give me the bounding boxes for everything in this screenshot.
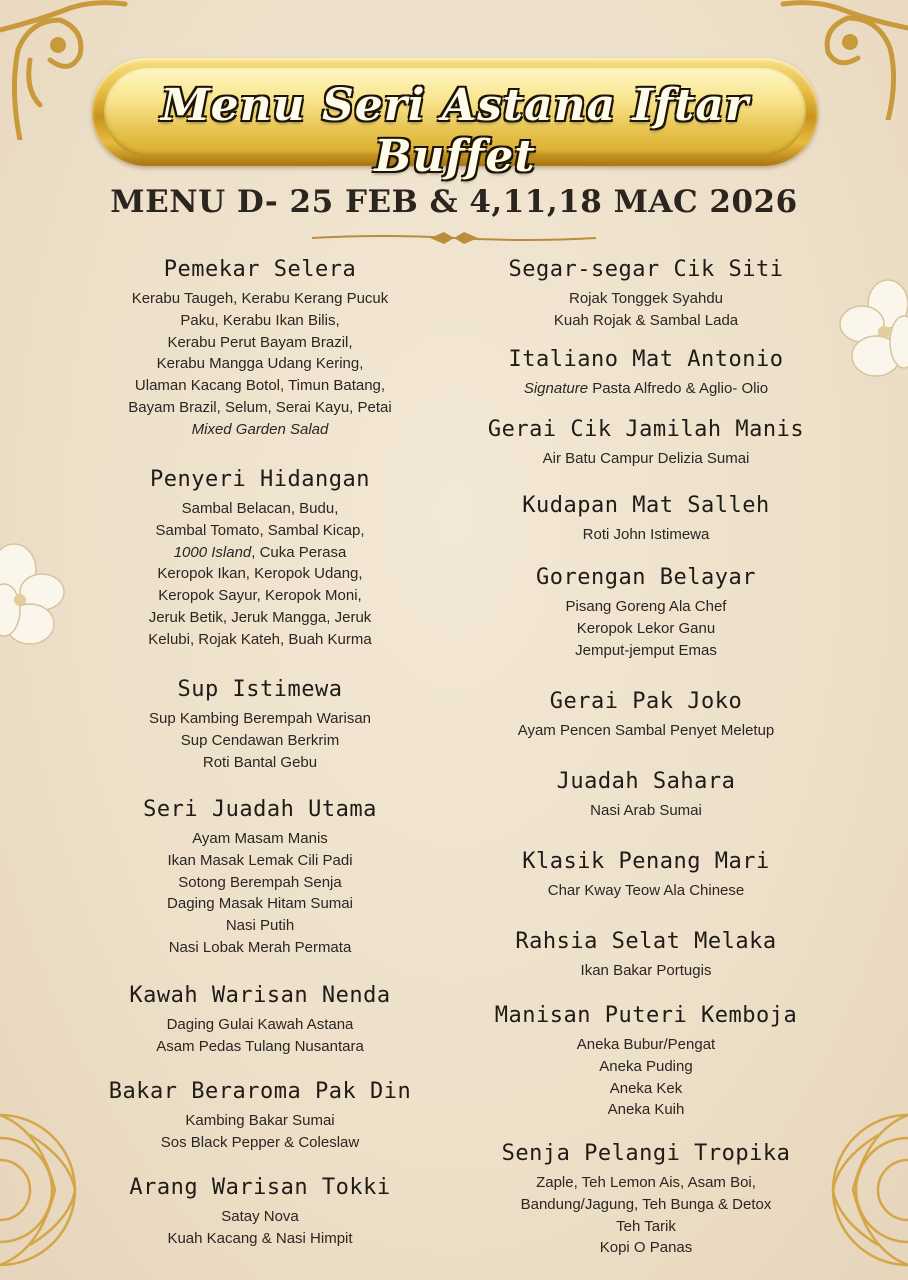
- title-banner: [92, 58, 818, 182]
- menu-item-line: Jeruk Betik, Jeruk Mangga, Jeruk: [148, 608, 372, 626]
- menu-section-rahsia-selat-melaka: [456, 928, 836, 982]
- section-title: Arang Warisan Tokki: [129, 1175, 391, 1200]
- menu-item-line: Jemput-jemput Emas: [575, 641, 717, 659]
- section-title: Gerai Pak Joko: [549, 689, 743, 714]
- menu-item-line: Rojak Tonggek Syahdu: [569, 290, 723, 307]
- menu-item-line: Aneka Bubur/Pengat: [576, 1036, 716, 1053]
- menu-item-line: Aneka Kek: [609, 1079, 683, 1097]
- menu-item-line: Kopi O Panas: [599, 1239, 693, 1257]
- section-title: Pemekar Selera: [163, 257, 357, 282]
- menu-item-line: Kerabu Taugeh, Kerabu Kerang Pucuk: [131, 290, 389, 307]
- menu-item-line: Kerabu Perut Bayam Brazil,: [167, 333, 353, 351]
- menu-item-line: Teh Tarik: [616, 1217, 676, 1235]
- menu-section-gorengan-belayar: [456, 564, 836, 661]
- menu-section-sup-istimewa: [60, 676, 460, 773]
- flower-right-icon: [838, 278, 908, 378]
- menu-section-manisan-puteri-kemboja: [456, 1002, 836, 1121]
- section-title: Klasik Penang Mari: [522, 849, 770, 874]
- menu-item-line: Roti John Istimewa: [582, 526, 710, 543]
- menu-item-line: Ikan Masak Lemak Cili Padi: [167, 851, 353, 869]
- menu-item-line: Kerabu Mangga Udang Kering,: [156, 355, 364, 373]
- flower-left-icon: [0, 540, 66, 650]
- menu-item-line: Zaple, Teh Lemon Ais, Asam Boi,: [536, 1174, 756, 1191]
- menu-item-line: Ayam Pencen Sambal Penyet Meletup: [517, 722, 775, 739]
- menu-item-line: Aneka Puding: [599, 1057, 693, 1075]
- section-title: Kawah Warisan Nenda: [129, 983, 391, 1008]
- menu-section-kawah-warisan-nenda: [60, 982, 460, 1058]
- gold-divider-icon: [312, 230, 596, 246]
- menu-item-line: Keropok Lekor Ganu: [576, 619, 716, 637]
- section-title: Italiano Mat Antonio: [508, 347, 784, 372]
- section-title: Gorengan Belayar: [536, 565, 756, 590]
- menu-item-line: Bayam Brazil, Selum, Serai Kayu, Petai: [128, 398, 392, 416]
- menu-item-line: Pisang Goreng Ala Chef: [565, 598, 727, 615]
- menu-item-line: Sup Cendawan Berkrim: [180, 731, 340, 749]
- menu-item-line: Paku, Kerabu Ikan Bilis,: [180, 311, 340, 329]
- menu-item-line: Daging Masak Hitam Sumai: [167, 895, 353, 913]
- menu-item-line: Char Kway Teow Ala Chinese: [547, 882, 745, 899]
- menu-section-pemekar-selera: [60, 256, 460, 441]
- section-title: Gerai Cik Jamilah Manis: [487, 417, 805, 442]
- menu-item-line: Nasi Putih: [225, 917, 295, 935]
- page-title: Menu Seri Astana Iftar Buffet: [160, 80, 750, 182]
- menu-item-line: Mixed Garden Salad: [191, 420, 329, 438]
- section-title: Seri Juadah Utama: [143, 797, 377, 822]
- menu-section-senja-pelangi-tropika: [456, 1140, 836, 1259]
- menu-item-line: Sos Black Pepper & Coleslaw: [160, 1133, 360, 1151]
- section-title: Kudapan Mat Salleh: [522, 493, 770, 518]
- menu-item-line: Daging Gulai Kawah Astana: [166, 1016, 354, 1033]
- menu-section-segar-segar-cik-siti: [456, 256, 836, 332]
- menu-item-line: Roti Bantal Gebu: [202, 753, 318, 771]
- menu-item-line: Bandung/Jagung, Teh Bunga & Detox: [520, 1195, 772, 1213]
- menu-item-line: Keropok Ikan, Keropok Udang,: [157, 565, 363, 583]
- menu-section-bakar-beraroma-pak-din: [60, 1078, 460, 1154]
- menu-item-line: Air Batu Campur Delizia Sumai: [542, 450, 750, 467]
- menu-section-juadah-sahara: [456, 768, 836, 822]
- menu-item-line: Signature Pasta Alfredo & Aglio- Olio: [523, 380, 769, 397]
- section-title: Rahsia Selat Melaka: [515, 929, 777, 954]
- menu-section-gerai-pak-joko: [456, 688, 836, 742]
- menu-section-arang-warisan-tokki: [60, 1174, 460, 1250]
- section-title: Penyeri Hidangan: [150, 467, 370, 492]
- menu-item-line: Nasi Arab Sumai: [590, 802, 702, 819]
- menu-item-line: Satay Nova: [221, 1208, 299, 1225]
- section-title: Juadah Sahara: [556, 769, 736, 794]
- menu-section-klasik-penang-mari: [456, 848, 836, 902]
- section-title: Sup Istimewa: [177, 677, 343, 702]
- menu-item-line: Asam Pedas Tulang Nusantara: [156, 1037, 364, 1055]
- menu-item-line: 1000 Island, Cuka Perasa: [173, 543, 347, 561]
- menu-item-line: Kuah Kacang & Nasi Himpit: [167, 1229, 353, 1247]
- menu-item-line: Kambing Bakar Sumai: [185, 1112, 335, 1129]
- menu-item-line: Ayam Masam Manis: [192, 830, 328, 847]
- menu-item-line: Nasi Lobak Merah Permata: [168, 938, 352, 956]
- section-title: Senja Pelangi Tropika: [501, 1141, 791, 1166]
- menu-section-italiano-mat-antonio: [456, 346, 836, 400]
- menu-section-seri-juadah-utama: [60, 796, 460, 959]
- menu-section-penyeri-hidangan: [60, 466, 460, 651]
- menu-item-line: Sambal Tomato, Sambal Kicap,: [155, 521, 365, 539]
- menu-item-line: Sambal Belacan, Budu,: [181, 500, 339, 517]
- menu-item-line: Sup Kambing Berempah Warisan: [148, 710, 372, 727]
- menu-item-line: Keropok Sayur, Keropok Moni,: [158, 587, 362, 605]
- menu-section-gerai-cik-jamilah-manis: [456, 416, 836, 470]
- menu-item-line: Sotong Berempah Senja: [178, 873, 342, 891]
- section-title: Bakar Beraroma Pak Din: [108, 1079, 412, 1104]
- menu-date-subtitle: MENU D- 25 FEB & 4,11,18 MAC 2026: [110, 184, 798, 220]
- menu-item-line: Aneka Kuih: [607, 1101, 685, 1119]
- menu-item-line: Ikan Bakar Portugis: [580, 962, 712, 979]
- menu-item-line: Kuah Rojak & Sambal Lada: [553, 311, 739, 329]
- menu-item-line: Ulaman Kacang Botol, Timun Batang,: [134, 377, 386, 395]
- section-title: Manisan Puteri Kemboja: [494, 1003, 798, 1028]
- menu-item-line: Kelubi, Rojak Kateh, Buah Kurma: [148, 630, 372, 648]
- section-title: Segar-segar Cik Siti: [508, 257, 784, 282]
- menu-section-kudapan-mat-salleh: [456, 492, 836, 546]
